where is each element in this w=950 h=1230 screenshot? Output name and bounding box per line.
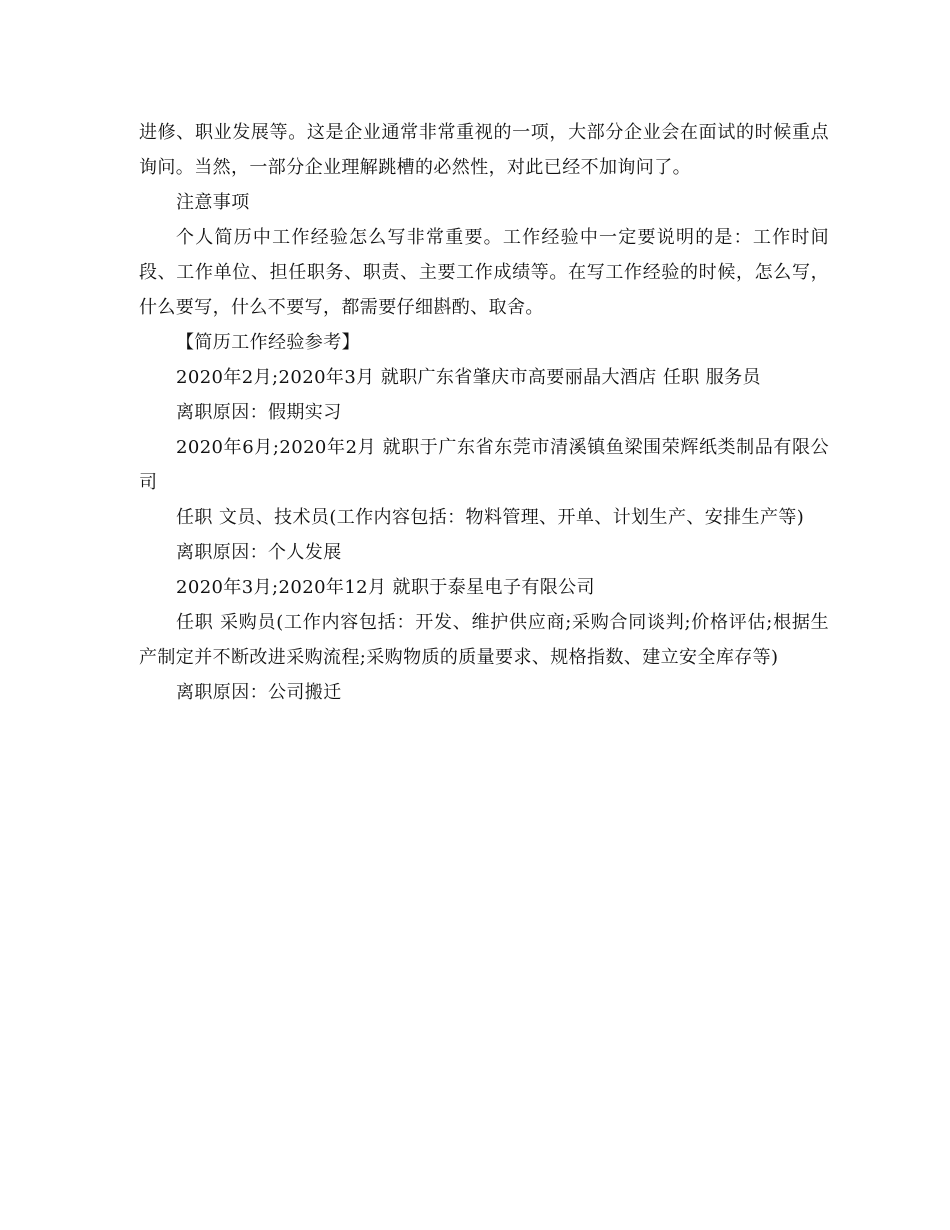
job-entry-2: 2020年6月;2020年2月 就职于广东省东莞市清溪镇鱼梁围荣辉纸类制品有限公司 [139,437,829,493]
paragraph-work-experience: 个人简历中工作经验怎么写非常重要。工作经验中一定要说明的是：工作时间段、工作单位、担任职务、职责、主要工作成绩等。在写工作经验的时候，怎么写，什么要写，什么不要写，都需要仔细斟酌、取舍。 [139,227,829,318]
section-heading-reference: 【简历工作经验参考】 [176,332,360,353]
job-entry-3: 2020年3月;2020年12月 就职于泰星电子有限公司 [176,577,595,598]
job-entry-1: 2020年2月;2020年3月 就职广东省肇庆市高要丽晶大酒店 任职 服务员 [176,367,761,388]
document-body [139,115,829,710]
leave-reason-3: 离职原因：公司搬迁 [176,682,342,703]
job-role-2: 任职 文员、技术员(工作内容包括：物料管理、开单、计划生产、安排生产等) [176,507,805,528]
leave-reason-2: 离职原因：个人发展 [176,542,342,563]
section-heading-notes: 注意事项 [176,192,250,213]
leave-reason-1: 离职原因：假期实习 [176,402,342,423]
job-role-3: 任职 采购员(工作内容包括：开发、维护供应商;采购合同谈判;价格评估;根据生产制定并不断改进采购流程;采购物质的质量要求、规格指数、建立安全库存等) [139,612,829,668]
paragraph-continuation: 进修、职业发展等。这是企业通常非常重视的一项，大部分企业会在面试的时候重点询问。当然，一部分企业理解跳槽的必然性，对此已经不加询问了。 [139,122,829,178]
